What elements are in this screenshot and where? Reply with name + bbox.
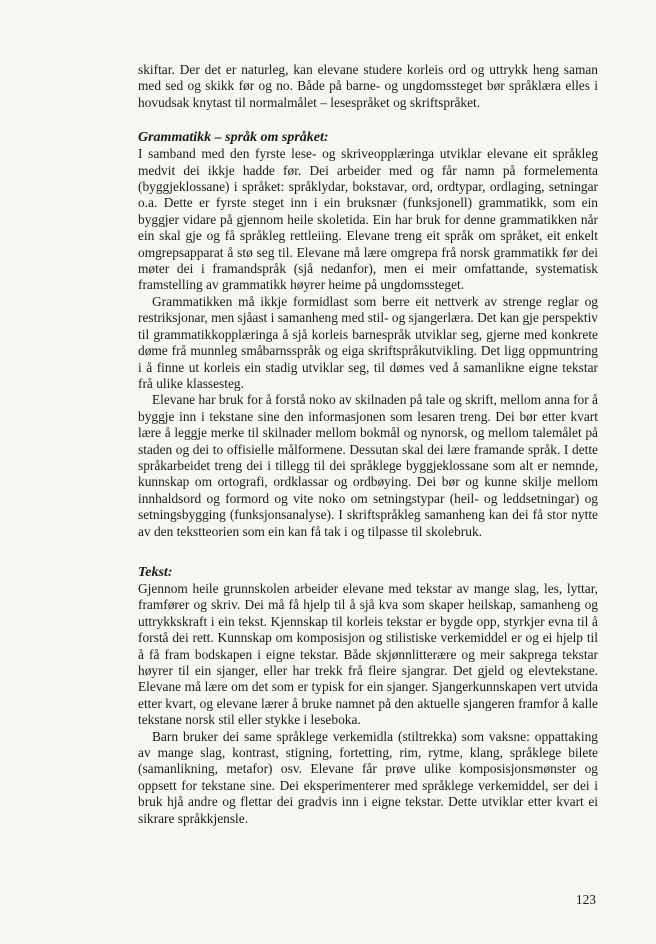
tekst-paragraph-2: Barn bruker dei same språklege verkemidla (stiltrekka) som vaksne: oppattaking av mange slag, kontrast, stigning, fortetting, rim, rytme, klang, språklege bilete (samanlikning, metafor) osv. Elevane får prøve ulike komposisjonsmønster og oppsett for tekstane sine. Dei eksperimenterer med språklege verkemiddel, ser dei i bruk hjå andre og flettar dei gradvis inn i eigne tekstar. Dette utviklar etter kvart ei sikrare språkkjensle. — [138, 728, 598, 826]
section-heading-grammatikk: Grammatikk – språk om språket: — [138, 130, 329, 146]
grammatikk-paragraph-3: Elevane har bruk for å forstå noko av skilnaden på tale og skrift, mellom anna for å byggje inn i tekstane sine den informasjonen som lesaren treng. Dei bør etter kvart lære å leggje merke til skilnader mellom bokmål og nynorsk, og mellom talemålet på staden og dei to offisielle målformene. Dessutan skal dei lære framande språk. I dette språkarbeidet treng dei i tillegg til dei språklege byggjeklossane som alt er nemnde, kunnskap om ortografi, ordklassar og ordbøying. Dei bør og kunne skilje mellom innhaldsord og formord og vite noko om setningstypar (heil- og leddsetningar) og setningsbygging (funksjonsanalyse). I skriftspråkleg samanheng kan dei få stor nytte av den tekstteorien som ein kan få tak i og tilpasse til skolebruk. — [138, 392, 598, 539]
section-heading-tekst: Tekst: — [138, 564, 173, 580]
page-number: 123 — [575, 892, 596, 907]
tekst-paragraph-1: Gjennom heile grunnskolen arbeider elevane med tekstar av mange slag, les, lyttar, framfører og skriv. Dei må få hjelp til å sjå kva som skaper heilskap, samanheng og uttrykkskraft i ein tekst. Kjennskap til korleis tekstar er bygde opp, styrkjer evna til å forstå dei rett. Kunnskap om komposisjon og stilistiske verkemiddel er og ei hjelp til å få fram bodskapen i eigne tekstar. Både skjønnlitterære og meir sakprega tekstar høyrer til ein sjanger, eller har trekk frå fleire sjangrar. Det gjeld og elevtekstane. Elevane må lære om det som er typisk for ein sjanger. Sjangerkunnskapen vert utvida etter kvart, og elevane lærer å bruke namnet på den aktuelle sjangeren framfor å kalle tekstane norsk stil eller stykke i leseboka. — [138, 580, 598, 728]
grammatikk-paragraph-1: I samband med den fyrste lese- og skriveopplæringa utviklar elevane eit språkleg medvit dei ikkje hadde før. Dei arbeider med og får namn på formelementa (byggjeklossane) i språket: språklydar, bokstavar, ord, ordtypar, ordlaging, setningar o.a. Dette er fyrste steget inn i ein bruksnær (funksjonell) grammatikk, som ein byggjer vidare på gjennom heile skoletida. Ein har bruk for denne grammatikken når ein skal gje og få språkleg rettleiing. Elevane treng eit språk om språket, eit enkelt omgrepsapparat å stø seg til. Elevane må lære omgrepa frå norsk grammatikk før dei møter dei i framandspråk (sjå nedanfor), men ei meir omfattande, systematisk framstelling av grammatikk høyrer heime på ungdomssteget. — [138, 146, 598, 293]
intro-paragraph: skiftar. Der det er naturleg, kan elevane studere korleis ord og uttrykk heng saman med sed og skikk før og no. Både på barne- og ungdomssteget bør språklæra elles i hovudsak knytast til normalmålet – lesespråket og skriftspråket. — [138, 62, 598, 110]
grammatikk-paragraph-2: Grammatikken må ikkje formidlast som berre eit nettverk av strenge reglar og restriksjonar, men sjåast i samanheng med stil- og sjangerlæra. Det kan gje perspektiv til grammatikkopplæringa å sjå korleis barnespråk utviklar seg, gjerne med konkrete døme frå munnleg småbarnsspråk og eiga skriftspråkutvikling. Det ligg oppmuntring i å finne ut korleis ein stadig utviklar seg, til dømes ved å samanlikne eigne tekstar frå ulike klassesteg. — [138, 293, 598, 391]
text-body — [138, 62, 598, 827]
